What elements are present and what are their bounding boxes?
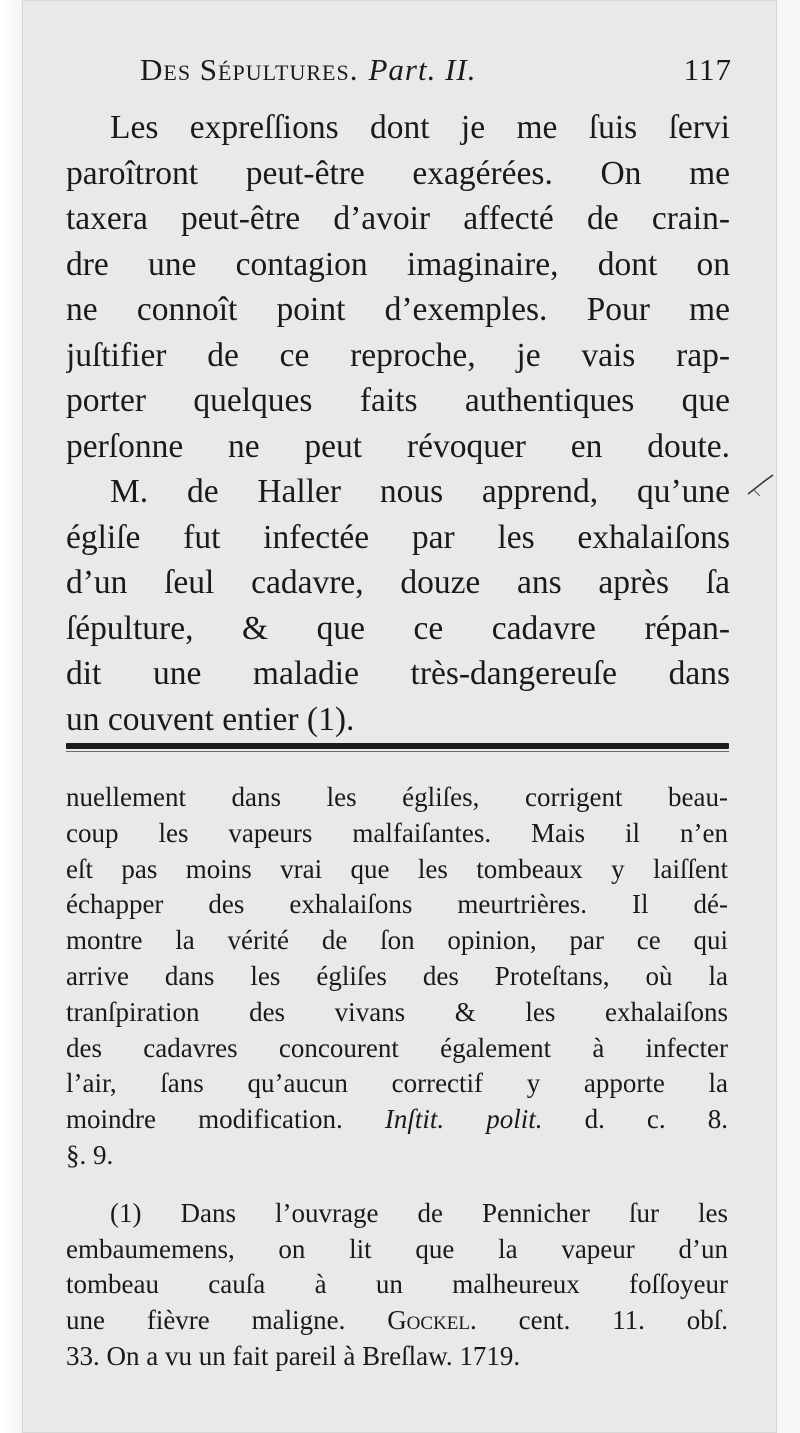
text-line: un couvent entier (1). (66, 700, 355, 738)
citation-title: Inſtit. polit. (384, 1104, 543, 1135)
footnote-separator-thin-rule (66, 751, 729, 752)
footnote-line: 33. On a vu un fait pareil à Breſlaw. 1719. (66, 1340, 521, 1371)
footnote-author: Gockel. (387, 1305, 477, 1336)
footnotes (66, 780, 728, 1375)
citation-ref: d. c. 8. (584, 1104, 728, 1135)
footnote-text: une fièvre maligne. (66, 1305, 346, 1336)
note-line: tranſpiration des vivans & les exhalaiſons (66, 996, 728, 1027)
text-line: égliſe fut infectée par les exhalaiſons (66, 518, 730, 556)
footnote-line (66, 1196, 728, 1232)
note-line: eſt pas moins vrai que les tombeaux y laiſſent (66, 853, 728, 884)
note-line: des cadavres concourent également à infecter (66, 1032, 728, 1063)
footnote-marker: (1) (110, 1197, 142, 1228)
text-line: d’un ſeul cadavre, douze ans après ſa (66, 564, 730, 601)
note-line: l’air, ſans qu’aucun correctif y apporte la (66, 1068, 728, 1099)
text-line: Les expreſſions dont je me ſuis ſervi (110, 109, 730, 146)
note-text: moindre modification. (66, 1104, 343, 1135)
main-text (66, 105, 730, 742)
note-line: échapper des exhalaiſons meurtrières. Il dé- (66, 889, 728, 920)
text-line: juſtifier de ce reproche, je vais rap- (66, 336, 730, 374)
header-part: Part. II. (368, 52, 477, 87)
header-title: Des Sépultures. (140, 52, 359, 87)
note-section: §. 9. (66, 1139, 114, 1170)
footnote-ref: cent. 11. obſ. (518, 1305, 728, 1336)
footnote-line (66, 1303, 728, 1339)
note-line-citation (66, 1102, 728, 1138)
note-line: montre la vérité de ſon opinion, par ce qui (66, 925, 728, 956)
running-header (140, 52, 740, 102)
footnote-line: embaumemens, on lit que la vapeur d’un (66, 1233, 728, 1264)
text-line: ſépulture, & que ce cadavre répan- (66, 609, 730, 647)
text-line: taxera peut-être d’avoir affecté de crain- (66, 200, 730, 237)
footnote-separator-rule (66, 743, 729, 749)
margin-pen-mark (746, 470, 776, 500)
text-line: dit une maladie très-dangereuſe dans (66, 655, 730, 692)
note-line: arrive dans les égliſes des Proteſtans, où la (66, 960, 728, 991)
text-line: porter quelques faits authentiques que (66, 382, 730, 419)
footnote-text: Dans l’ouvrage de Pennicher ſur les (180, 1197, 728, 1228)
page-edge-right (777, 0, 800, 1433)
text-line: ne connoît point d’exemples. Pour me (66, 291, 730, 328)
page-edge-left (0, 0, 22, 1433)
footnote-line: tombeau cauſa à un malheureux foſſoyeur (66, 1269, 728, 1300)
note-line: coup les vapeurs malfaiſantes. Mais il n’en (66, 817, 728, 848)
text-line: M. de Haller nous apprend, qu’une (110, 473, 730, 510)
text-line: paroîtront peut-être exagérées. On me (66, 154, 730, 192)
page-number: 117 (683, 52, 732, 87)
text-line: dre une contagion imaginaire, dont on (66, 245, 730, 283)
footnote-1 (66, 1196, 728, 1375)
text-line: perſonne ne peut révoquer en doute. (66, 427, 730, 465)
note-line: nuellement dans les égliſes, corrigent beau- (66, 782, 728, 812)
